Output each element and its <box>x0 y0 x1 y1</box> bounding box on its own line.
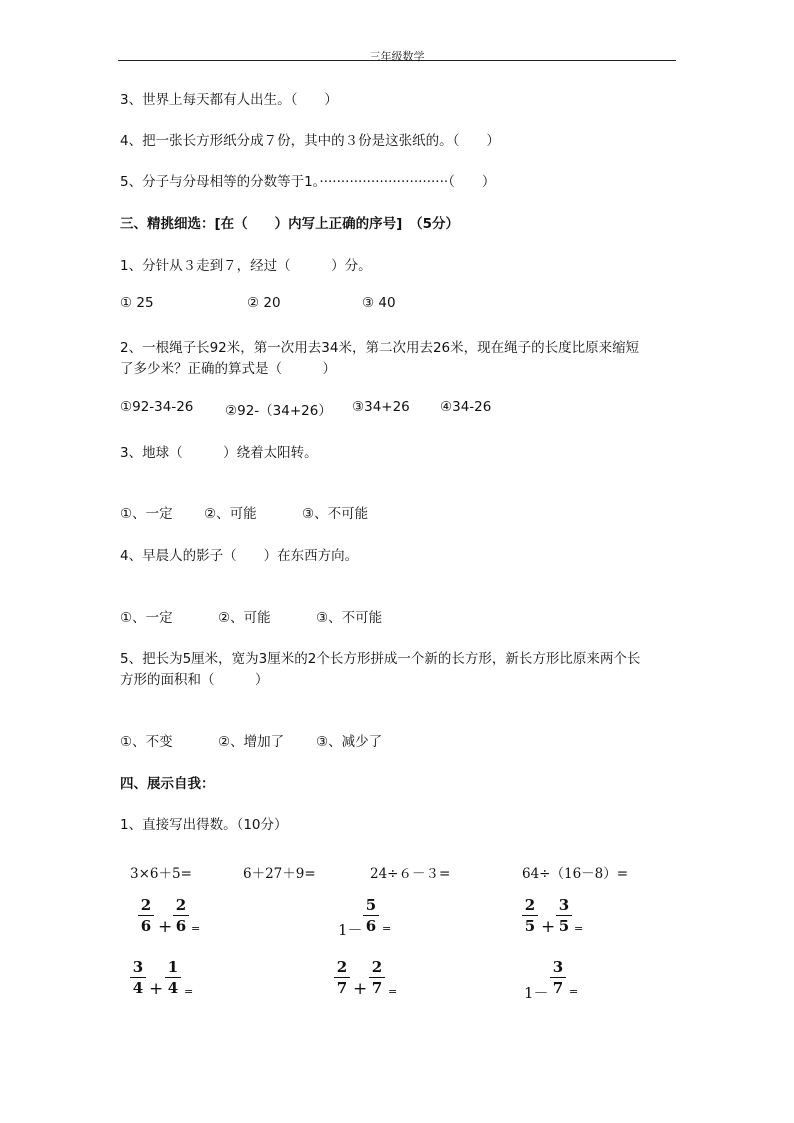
judge-question-4: 4、把一张长方形纸分成７份，其中的３份是这张纸的。（ ） <box>120 133 500 149</box>
fraction-c-eq: = <box>574 922 584 935</box>
fraction-f-eq: = <box>569 985 579 998</box>
q4-option-2: ②、可能 <box>218 610 271 626</box>
choice-question-5-line1: 5、把长为5厘米，宽为3厘米的2个长方形拼成一个新的长方形，新长方形比原来两个长 <box>120 651 641 667</box>
q5-option-3: ③、减少了 <box>316 734 383 750</box>
fraction-f-pre: 1－ <box>524 984 549 1002</box>
fraction-e-op: + <box>353 979 368 999</box>
fraction-c1: 2 5 <box>522 896 538 935</box>
choice-question-1: 1、分针从３走到７，经过（ ）分。 <box>120 258 372 274</box>
q5-option-1: ①、不变 <box>120 734 173 750</box>
choice-question-3: 3、地球（ ）绕着太阳转。 <box>120 445 318 461</box>
judge-question-5: 5、分子与分母相等的分数等于1。······························（ ） <box>120 174 496 190</box>
q4-option-3: ③、不可能 <box>316 610 383 626</box>
fraction-c-op: + <box>541 917 556 937</box>
fraction-b1: 5 6 <box>363 896 379 935</box>
fraction-a2: 2 6 <box>173 896 189 935</box>
calc-question-1: 1、直接写出得数。（10分） <box>120 817 288 833</box>
q3-option-3: ③、不可能 <box>302 506 369 522</box>
fraction-b-pre: 1－ <box>338 921 363 939</box>
choice-question-2-line1: 2、一根绳子长92米，第一次用去34米，第二次用去26米，现在绳子的长度比原来缩短 <box>120 340 640 356</box>
fraction-d1: 3 4 <box>130 958 146 997</box>
fraction-d-op: + <box>149 979 164 999</box>
choice-question-4: 4、早晨人的影子（ ）在东西方向。 <box>120 548 359 564</box>
fraction-d-eq: = <box>184 985 194 998</box>
choice-question-2-line2: 了多少米？正确的算式是（ ） <box>120 361 336 377</box>
section-4-title: 四、展示自我： <box>120 776 215 792</box>
header-rule <box>118 60 676 61</box>
calc-item-4: 64÷（16－8）= <box>522 866 629 882</box>
q5-option-2: ②、增加了 <box>218 734 285 750</box>
fraction-a-eq: = <box>191 922 201 935</box>
calc-item-1: 3×6＋5= <box>130 866 192 882</box>
fraction-b-eq: = <box>382 922 392 935</box>
fraction-f1: 3 7 <box>550 958 566 997</box>
q1-option-3: ③ 40 <box>362 295 396 311</box>
header-title: 三年级数学 <box>369 50 425 63</box>
q1-option-1: ① 25 <box>120 295 154 311</box>
choice-question-5-line2: 方形的面积和（ ） <box>120 672 269 688</box>
q3-option-2: ②、可能 <box>204 506 257 522</box>
q2-option-1: ①92-34-26 <box>120 399 194 415</box>
judge-question-3: 3、世界上每天都有人出生。（ ） <box>120 92 338 108</box>
q2-option-4: ④34-26 <box>440 399 492 415</box>
section-3-title: 三、精挑细选：[在（ ）内写上正确的序号] （5分） <box>120 216 459 232</box>
q4-option-1: ①、一定 <box>120 610 173 626</box>
fraction-e1: 2 7 <box>334 958 350 997</box>
fraction-a1: 2 6 <box>138 896 154 935</box>
q3-option-1: ①、一定 <box>120 506 173 522</box>
fraction-e-eq: = <box>388 985 398 998</box>
fraction-a-op: + <box>158 917 173 937</box>
fraction-d2: 1 4 <box>165 958 181 997</box>
q2-option-3: ③34+26 <box>352 399 410 415</box>
q1-option-2: ② 20 <box>247 295 281 311</box>
calc-item-3: 24÷６－３= <box>370 866 451 882</box>
fraction-e2: 2 7 <box>369 958 385 997</box>
fraction-c2: 3 5 <box>556 896 572 935</box>
calc-item-2: 6＋27＋9= <box>243 866 316 882</box>
q2-option-2: ②92-（34+26） <box>225 403 332 419</box>
